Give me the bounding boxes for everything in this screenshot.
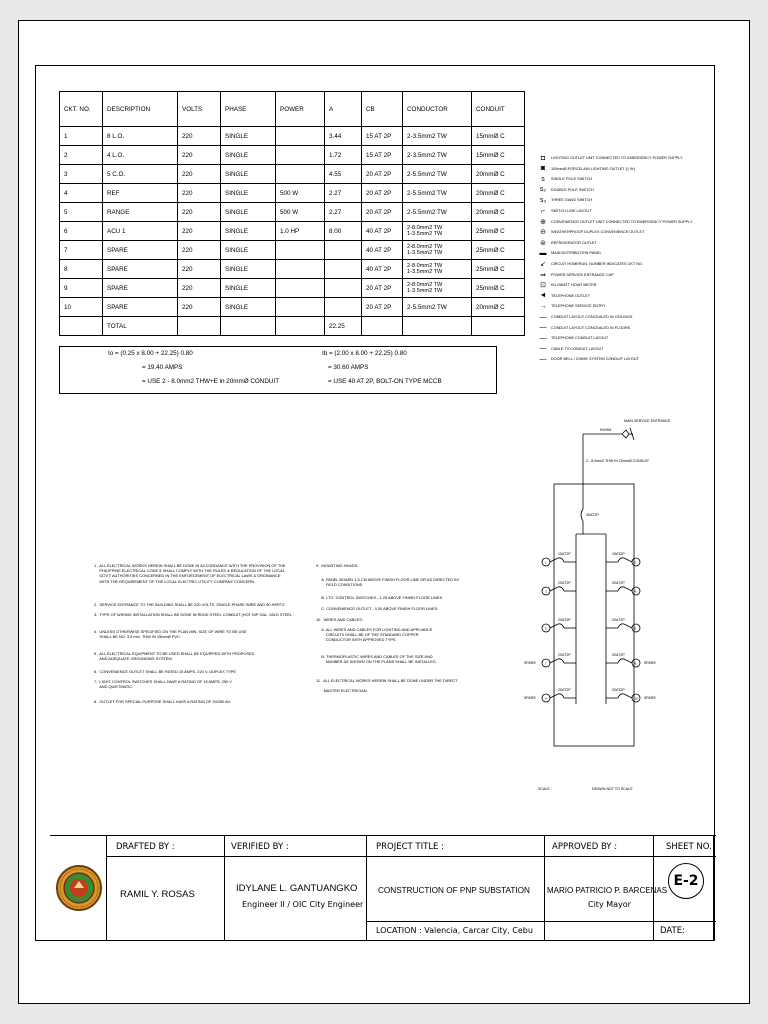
schedule-cell-line: 2-8.0mm2 TW <box>407 224 443 231</box>
title-block <box>50 835 716 941</box>
schedule-cell-line: 1-3.5mm2 TW <box>407 231 443 237</box>
verified-by-name: IDYLANE L. GANTUANGKO <box>236 883 358 894</box>
distribution-panel-icon: ▬ <box>539 249 547 257</box>
schedule-cell-cond: 2-5.5mm2 TW <box>403 203 472 222</box>
calc-right-line-3: = USE 40 AT 2P, BOLT-ON TYPE MCCB <box>328 378 442 385</box>
legend-text: THREE GANG SWITCH <box>551 198 593 203</box>
branch-circuit-left <box>542 624 576 632</box>
single-pole-switch-icon: s <box>541 175 545 183</box>
schedule-cell-line: 1-3.5mm2 TW <box>407 269 443 275</box>
schedule-cell-cond <box>403 260 472 279</box>
legend-item <box>535 196 592 204</box>
schedule-header-cell: PHASE <box>221 92 276 127</box>
schedule-cell-desc: 8 L.O. <box>103 127 178 146</box>
branch-circuit-left <box>542 659 576 667</box>
service-entrance-icon: ⇒ <box>540 271 546 279</box>
sheet-number: E-2 <box>668 863 704 899</box>
legend-text: SINGLE POLE SWITCH <box>551 177 593 182</box>
schedule-cell-cond: 2-5.5mm2 TW <box>403 298 472 317</box>
approved-by-name: MARIO PATRICIO P. BARCENAS <box>547 886 668 895</box>
schedule-cell-power: 500 W <box>276 203 325 222</box>
schedule-cell-phase: SINGLE <box>221 184 276 203</box>
schedule-cell-volts: 220 <box>178 146 221 165</box>
schedule-cell-amp <box>325 279 362 298</box>
legend-item <box>535 228 644 236</box>
drafted-by-name: RAMIL Y. ROSAS <box>120 889 195 900</box>
legend-text: CONDUIT LAYOUT CONCEALED IN FLOORS <box>551 325 631 330</box>
schedule-cell-volts: 220 <box>178 298 221 317</box>
schedule-cell-phase: SINGLE <box>221 165 276 184</box>
schedule-row <box>60 222 525 241</box>
fluorescent-outlet-icon: ◙ <box>540 165 546 173</box>
general-note: B. THERMOPLASTIC WIRES AND CABLES OF THE SIZE AND NUMBER AS SHOWN ON THE PLANS SHALL BE INSTALLED. <box>321 654 437 665</box>
double-pole-switch-icon: s₂ <box>539 186 547 194</box>
legend-text: CABLE TV CONDUIT LAYOUT <box>551 346 604 351</box>
legend-item <box>535 302 606 310</box>
schedule-cell-ckt: 8 <box>60 260 103 279</box>
general-note: 3. TYPE OF WIRING INSTALLATION SHALL BE DONE IN RIGID STEEL CONDUIT (HOT DIP GAL. MILD STEEL <box>94 612 293 617</box>
schedule-row <box>60 127 525 146</box>
total-amp: 22.25 <box>325 317 362 336</box>
verified-by-title: Engineer II / OIC City Engineer <box>242 900 364 909</box>
schedule-cell-volts: 220 <box>178 260 221 279</box>
branch-circuit-left <box>542 587 576 595</box>
branch-breaker-right: 20AT2P <box>612 653 625 657</box>
conduit-floor-icon: — <box>539 324 547 332</box>
schedule-cell-conduit: 20mmØ C <box>472 184 525 203</box>
legend-text: KILOWATT HOUR METER <box>551 283 597 288</box>
cable-tv-icon: — <box>539 345 547 353</box>
schedule-cell-desc: SPARE <box>103 279 178 298</box>
legend-text: CIRCUIT HOMERUN, NUMBER INDICATES CKT NO. <box>551 262 643 266</box>
verified-by-label: VERIFIED BY : <box>231 842 289 852</box>
schedule-cell-power <box>276 146 325 165</box>
branch-breaker-left: 20AT2P <box>558 618 571 622</box>
schedule-header-row <box>60 92 525 127</box>
schedule-header-cell: POWER <box>276 92 325 127</box>
branch-breaker-left: 20AT2P <box>558 581 571 585</box>
schedule-cell-cb: 40 AT 2P <box>362 260 403 279</box>
circuit-number-right: 8 <box>634 661 637 666</box>
calc-left-line-3: = USE 2 - 8.0mm2 THW+E in 20mmØ CONDUIT <box>142 378 280 385</box>
schedule-cell-desc: SPARE <box>103 241 178 260</box>
circuit-number-left: 7 <box>545 661 547 666</box>
legend-text: DOUBLE POLE SWITCH <box>551 187 594 192</box>
schedule-cell-desc: 4 L.O. <box>103 146 178 165</box>
schedule-cell-amp: 1.72 <box>325 146 362 165</box>
general-note: 9. MOUNTING HEADS: <box>316 563 359 568</box>
schedule-row <box>60 165 525 184</box>
three-gang-switch-icon: s₃ <box>539 196 547 204</box>
branch-breaker-right: 20AT2P <box>612 581 625 585</box>
schedule-cell-conduit: 20mmØ C <box>472 298 525 317</box>
circuit-number-right: 2 <box>634 560 637 565</box>
schedule-row <box>60 298 525 317</box>
schedule-cell-line: 2-8.0mm2 TW <box>407 262 443 269</box>
branch-breaker-left: 15AT2P <box>558 552 571 556</box>
schedule-cell-cb: 40 AT 2P <box>362 222 403 241</box>
schedule-cell-desc: REF <box>103 184 178 203</box>
schedule-cell-volts: 220 <box>178 127 221 146</box>
schedule-cell-volts: 220 <box>178 184 221 203</box>
schedule-total-cell <box>221 317 276 336</box>
legend-item <box>535 324 630 332</box>
schedule-cell-cb: 15 AT 2P <box>362 127 403 146</box>
schedule-header-cell: CONDUIT <box>472 92 525 127</box>
schedule-total-cell <box>276 317 325 336</box>
circuit-number-left: 1 <box>545 560 547 565</box>
schedule-cell-cond: 2-5.5mm2 TW <box>403 165 472 184</box>
schedule-cell-ckt: 1 <box>60 127 103 146</box>
schedule-cell-conduit: 25mmØ C <box>472 222 525 241</box>
legend-text: CONDUIT LAYOUT CONCEALED IN CEILINGS <box>551 315 633 319</box>
spare-label: SPARE <box>524 661 536 665</box>
general-note: B. LTG. CONTROL SWITCHES - 1.25 ABOVE FINISH FLOOR LINES. <box>316 595 444 600</box>
spare-label: SPARE <box>644 696 656 700</box>
schedule-cell-ckt: 3 <box>60 165 103 184</box>
schedule-cell-conduit: 20mmØ C <box>472 165 525 184</box>
circuit-number-right: 6 <box>634 626 637 631</box>
general-note: A. PANEL BOARD 1.5 CM ABOVE FINISH FLOOR LINE OR AS DIRECTED BY FIELD CONDITIONS. <box>321 577 460 588</box>
schedule-cell-cb: 40 AT 2P <box>362 241 403 260</box>
schedule-cell-phase: SINGLE <box>221 241 276 260</box>
branch-circuit-left <box>542 694 576 702</box>
legend-item <box>535 292 590 300</box>
schedule-cell-cb: 20 AT 2P <box>362 165 403 184</box>
schedule-cell-ckt: 2 <box>60 146 103 165</box>
general-note: 1. ALL ELECTRICAL WORKS HEREIN SHALL BE DONE IN ACCORDANCE WITH THE PROVISION OF THE PHILIPPINE ELECTRICAL CODE & SHALL COMPLY WITH THE RULES & REGULATION OF THE LOCAL GOV'T AUTHORITIES CONCERNED IN THE ENFORCEMENT OF ELECTRICAL LAWS & ORDINANCE WITH THE REQUIREMENT OF THE LOCAL ELECTRIC UTILITY COMPANY CONCERN. <box>94 563 286 584</box>
schedule-header-cell: A <box>325 92 362 127</box>
general-note: 6. CONVENIENCE OUTLET SHALL BE RATED 15 AMPS, 220 V, DUPLEX TYPE <box>94 669 236 674</box>
schedule-total-cell <box>60 317 103 336</box>
legend-text: POWER SERVICE ENTRANCE CAP <box>551 272 614 277</box>
legend-item <box>535 355 639 363</box>
schedule-cell-power <box>276 127 325 146</box>
sheet-no-label: SHEET NO. <box>666 842 712 852</box>
telephone-conduit-icon: — <box>539 334 547 342</box>
branch-breaker-right: 20AT2P <box>612 688 625 692</box>
calc-right-line-1: Ib = (2.00 x 8.00 + 22.25) 0.80 <box>322 350 407 357</box>
general-note: 2. SERVICE ENTRANCE TO THE BUILDING SHALL BE 220 VOLTS, SINGLE PHASE WIRE AND 60 HERTZ. <box>94 602 286 607</box>
legend-text: MAIN DISTRIBUTION PANEL <box>551 251 602 256</box>
circuit-number-left: 5 <box>545 626 547 631</box>
approved-by-title: City Mayor <box>588 900 631 909</box>
schedule-cell-power <box>276 298 325 317</box>
schedule-cell-amp <box>325 298 362 317</box>
branch-breaker-right: 15AT2P <box>612 552 625 556</box>
schedule-cell-amp <box>325 241 362 260</box>
circuit-number-left: 9 <box>545 696 547 701</box>
schedule-cell-power: 1.0 HP <box>276 222 325 241</box>
legend-item <box>535 154 683 162</box>
legend-item <box>535 271 614 279</box>
general-notes-left <box>94 563 314 773</box>
legend-item <box>535 165 635 173</box>
schedule-cell-volts: 220 <box>178 241 221 260</box>
branch-circuit-left <box>542 558 576 566</box>
schedule-cell-ckt: 10 <box>60 298 103 317</box>
schedule-cell-volts: 220 <box>178 222 221 241</box>
schedule-cell-cb: 20 AT 2P <box>362 184 403 203</box>
scale-value: DRAWN NOT TO SCALE <box>592 787 633 791</box>
general-note: 7. LIGHT CONTROL SWITCHES SHALL HAVE A RATING OF 15 AMPS, 250 V AND QUIETMATIC. <box>94 679 232 690</box>
calc-left-line-1: Io = (0.25 x 8.00 + 22.25) 0.80 <box>108 350 193 357</box>
schedule-cell-ckt: 7 <box>60 241 103 260</box>
legend-item <box>535 249 602 257</box>
schedule-cell-power <box>276 260 325 279</box>
schedule-cell-conduit: 15mmØ C <box>472 146 525 165</box>
schedule-header-cell: CONDUCTOR <box>403 92 472 127</box>
schedule-cell-amp: 3.44 <box>325 127 362 146</box>
schedule-header-cell: CKT. NO. <box>60 92 103 127</box>
refrigerator-outlet-icon: ⊜ <box>540 239 546 247</box>
date-label: DATE: <box>660 926 685 936</box>
general-note: 10. WIRES AND CABLES: <box>316 617 363 622</box>
legend-item <box>535 313 632 321</box>
spare-label: SPARE <box>644 661 656 665</box>
schedule-cell-phase: SINGLE <box>221 203 276 222</box>
schedule-cell-desc: 5 C.O. <box>103 165 178 184</box>
general-note: 8. OUTLET FOR SPECIAL PURPOSE SHALL HAVE A RATING OF 30/250 AV. <box>94 699 231 704</box>
schedule-cell-cond <box>403 241 472 260</box>
schedule-cell-power <box>276 165 325 184</box>
riser-meter-label: KWHM <box>600 428 612 432</box>
schedule-cell-power: 500 W <box>276 184 325 203</box>
legend-text: LIGHTING OUTLET UNIT CONNECTED TO EMERGENCY POWER SUPPLY <box>551 156 683 160</box>
schedule-cell-line: 2-8.0mm2 TW <box>407 243 443 250</box>
kwh-meter-icon: ⊡ <box>540 282 546 290</box>
telephone-outlet-icon: ◄ <box>539 292 547 300</box>
schedule-cell-desc: RANGE <box>103 203 178 222</box>
schedule-total-cell <box>403 317 472 336</box>
legend-item <box>535 239 597 247</box>
schedule-cell-line: 1-3.5mm2 TW <box>407 250 443 256</box>
schedule-cell-ckt: 9 <box>60 279 103 298</box>
legend-item <box>535 218 693 226</box>
schedule-cell-cond: 2-3.5mm2 TW <box>403 146 472 165</box>
branch-breaker-left: 20AT2P <box>558 653 571 657</box>
project-title-label: PROJECT TITLE : <box>376 842 444 852</box>
general-note: 11. ALL ELECTRICAL WORKS HEREIN SHALL BE DONE UNDER THE DIRECT MASTER ELECTRICIAN. <box>316 678 458 694</box>
conduit-ceiling-icon: — <box>539 313 547 321</box>
riser-main-breaker: 40AT2P <box>586 513 599 517</box>
schedule-cell-desc: SPARE <box>103 260 178 279</box>
schedule-cell-conduit: 25mmØ C <box>472 260 525 279</box>
emergency-outlet-icon: ⊕ <box>540 218 546 226</box>
city-seal-logo <box>54 842 104 934</box>
legend-text: TELEPHONE SERVICE ENTRY <box>551 304 606 309</box>
schedule-cell-cond <box>403 279 472 298</box>
approved-by-label: APPROVED BY : <box>552 842 618 852</box>
schedule-total-cell <box>362 317 403 336</box>
schedule-cell-amp: 8.00 <box>325 222 362 241</box>
schedule-cell-volts: 220 <box>178 203 221 222</box>
schedule-cell-cb: 20 AT 2P <box>362 203 403 222</box>
general-notes-right <box>316 563 516 733</box>
spare-label: SPARE <box>524 696 536 700</box>
schedule-cell-phase: SINGLE <box>221 222 276 241</box>
circuit-number-left: 3 <box>545 589 547 594</box>
riser-main-label: MAIN SERVICE ENTRANCE <box>624 419 670 423</box>
schedule-cell-conduit: 25mmØ C <box>472 279 525 298</box>
load-computation-box <box>59 346 497 394</box>
schedule-total-cell <box>472 317 525 336</box>
schedule-cell-cond <box>403 222 472 241</box>
schedule-header-cell: VOLTS <box>178 92 221 127</box>
schedule-cell-cb: 20 AT 2P <box>362 298 403 317</box>
legend-text: 100mmØ PORCELAIN LIGHTING OUTLET (1 W) <box>551 166 635 171</box>
schedule-cell-ckt: 5 <box>60 203 103 222</box>
schedule-row <box>60 146 525 165</box>
legend-item <box>535 186 594 194</box>
schedule-cell-amp: 2.27 <box>325 203 362 222</box>
schedule-cell-power <box>276 241 325 260</box>
legend-text: REFRIGERATOR OUTLET <box>551 240 597 245</box>
schedule-row <box>60 184 525 203</box>
legend-item <box>535 260 643 268</box>
schedule-cell-phase: SINGLE <box>221 146 276 165</box>
calc-left-line-2: = 19.40 AMPS <box>142 364 183 371</box>
legend-text: TELEPHONE OUTLET <box>551 293 591 298</box>
schedule-cell-phase: SINGLE <box>221 298 276 317</box>
schedule-total-cell <box>178 317 221 336</box>
switch-line-icon: ⌐ <box>540 207 546 215</box>
circuit-number-right: 10 <box>634 696 638 701</box>
legend-item <box>535 175 592 183</box>
schedule-total-row <box>60 317 525 336</box>
schedule-row <box>60 260 525 279</box>
calc-right-line-2: = 30.60 AMPS <box>328 364 369 371</box>
legend-item <box>535 334 608 342</box>
schedule-cell-cond: 2-5.5mm2 TW <box>403 184 472 203</box>
schedule-cell-amp: 4.55 <box>325 165 362 184</box>
schedule-header-cell: CB <box>362 92 403 127</box>
scale-label: SCALE : <box>538 787 552 791</box>
legend-item <box>535 207 591 215</box>
telephone-entry-icon: → <box>539 302 547 310</box>
general-note: C. CONVENIENCE OUTLET - 0.30 ABOVE FINISH FLOOR LINES. <box>316 606 439 611</box>
legend-item <box>535 345 604 353</box>
schedule-header-cell: DESCRIPTION <box>103 92 178 127</box>
drafted-by-label: DRAFTED BY : <box>116 842 175 852</box>
schedule-cell-line: 2-8.0mm2 TW <box>407 281 443 288</box>
schedule-cell-conduit: 25mmØ C <box>472 241 525 260</box>
schedule-cell-phase: SINGLE <box>221 260 276 279</box>
one-line-riser-diagram <box>520 414 670 794</box>
total-label: TOTAL <box>103 317 178 336</box>
project-title-name: CONSTRUCTION OF PNP SUBSTATION <box>378 886 530 895</box>
schedule-row <box>60 203 525 222</box>
schedule-cell-volts: 220 <box>178 279 221 298</box>
schedule-cell-desc: ACU 1 <box>103 222 178 241</box>
schedule-cell-volts: 220 <box>178 165 221 184</box>
legend-text: WEATHERPROOF DUPLEX CONVENIENCE OUTLET <box>551 230 645 235</box>
general-note: 5. ALL ELECTRICAL EQUIPMENT TO BE USED SHALL BE EQUIPPED WITH PROPOSED AND ADEQUATE GROUNDING SYSTEM. <box>94 651 255 662</box>
legend-text: DOOR BELL / CHIME SYSTEM CONDUIT LAYOUT <box>551 357 639 362</box>
schedule-cell-phase: SINGLE <box>221 279 276 298</box>
schedule-cell-desc: SPARE <box>103 298 178 317</box>
riser-wire-label: 2 - 8.0mm2 THW IN 20mmØ CONDUIT <box>586 459 650 463</box>
schedule-cell-phase: SINGLE <box>221 127 276 146</box>
door-bell-icon: — <box>539 355 547 363</box>
schedule-row <box>60 279 525 298</box>
schedule-row <box>60 241 525 260</box>
schedule-cell-power <box>276 279 325 298</box>
schedule-cell-amp <box>325 260 362 279</box>
schedule-cell-line: 1-3.5mm2 TW <box>407 288 443 294</box>
schedule-cell-cb: 15 AT 2P <box>362 146 403 165</box>
schedule-cell-ckt: 4 <box>60 184 103 203</box>
legend-item <box>535 281 597 289</box>
circuit-number-right: 4 <box>634 589 637 594</box>
project-location: LOCATION : Valencia, Carcar City, Cebu <box>376 926 533 935</box>
legend-text: CONVENIENCE OUTLET UNIT CONNECTED TO EMERGENCY POWER SUPPLY <box>551 219 693 224</box>
legend-text: SWITCH LINE LAYOUT <box>551 209 592 213</box>
circuit-homerun-icon: ↙ <box>540 261 546 268</box>
branch-breaker-left: 20AT2P <box>558 688 571 692</box>
panel-schedule-table <box>59 91 525 336</box>
schedule-cell-ckt: 6 <box>60 222 103 241</box>
general-note: A. ALL WIRES AND CABLES FOR LIGHTING AND APPLIANCE CIRCUITS SHALL BE OF THE STANDARD COPPER CONDUCTOR WITH APPROVED TYPE. <box>321 627 433 643</box>
general-note: 4. UNLESS OTHERWISE SPECIFIED ON THE PLAN MIN. SIZE OF WIRE TO BE USE SHALL BE NO. 3.5 mm THW IN 15mmØ PVC. <box>94 629 247 640</box>
branch-breaker-right: 20AT2P <box>612 618 625 622</box>
legend-text: TELEPHONE CONDUIT LAYOUT <box>551 336 609 341</box>
schedule-cell-cond: 2-3.5mm2 TW <box>403 127 472 146</box>
weatherproof-outlet-icon: ⊖ <box>540 229 546 237</box>
schedule-cell-conduit: 20mmØ C <box>472 203 525 222</box>
schedule-cell-amp: 2.27 <box>325 184 362 203</box>
schedule-cell-cb: 20 AT 2P <box>362 279 403 298</box>
lighting-outlet-icon: ◘ <box>540 154 546 162</box>
schedule-cell-conduit: 15mmØ C <box>472 127 525 146</box>
